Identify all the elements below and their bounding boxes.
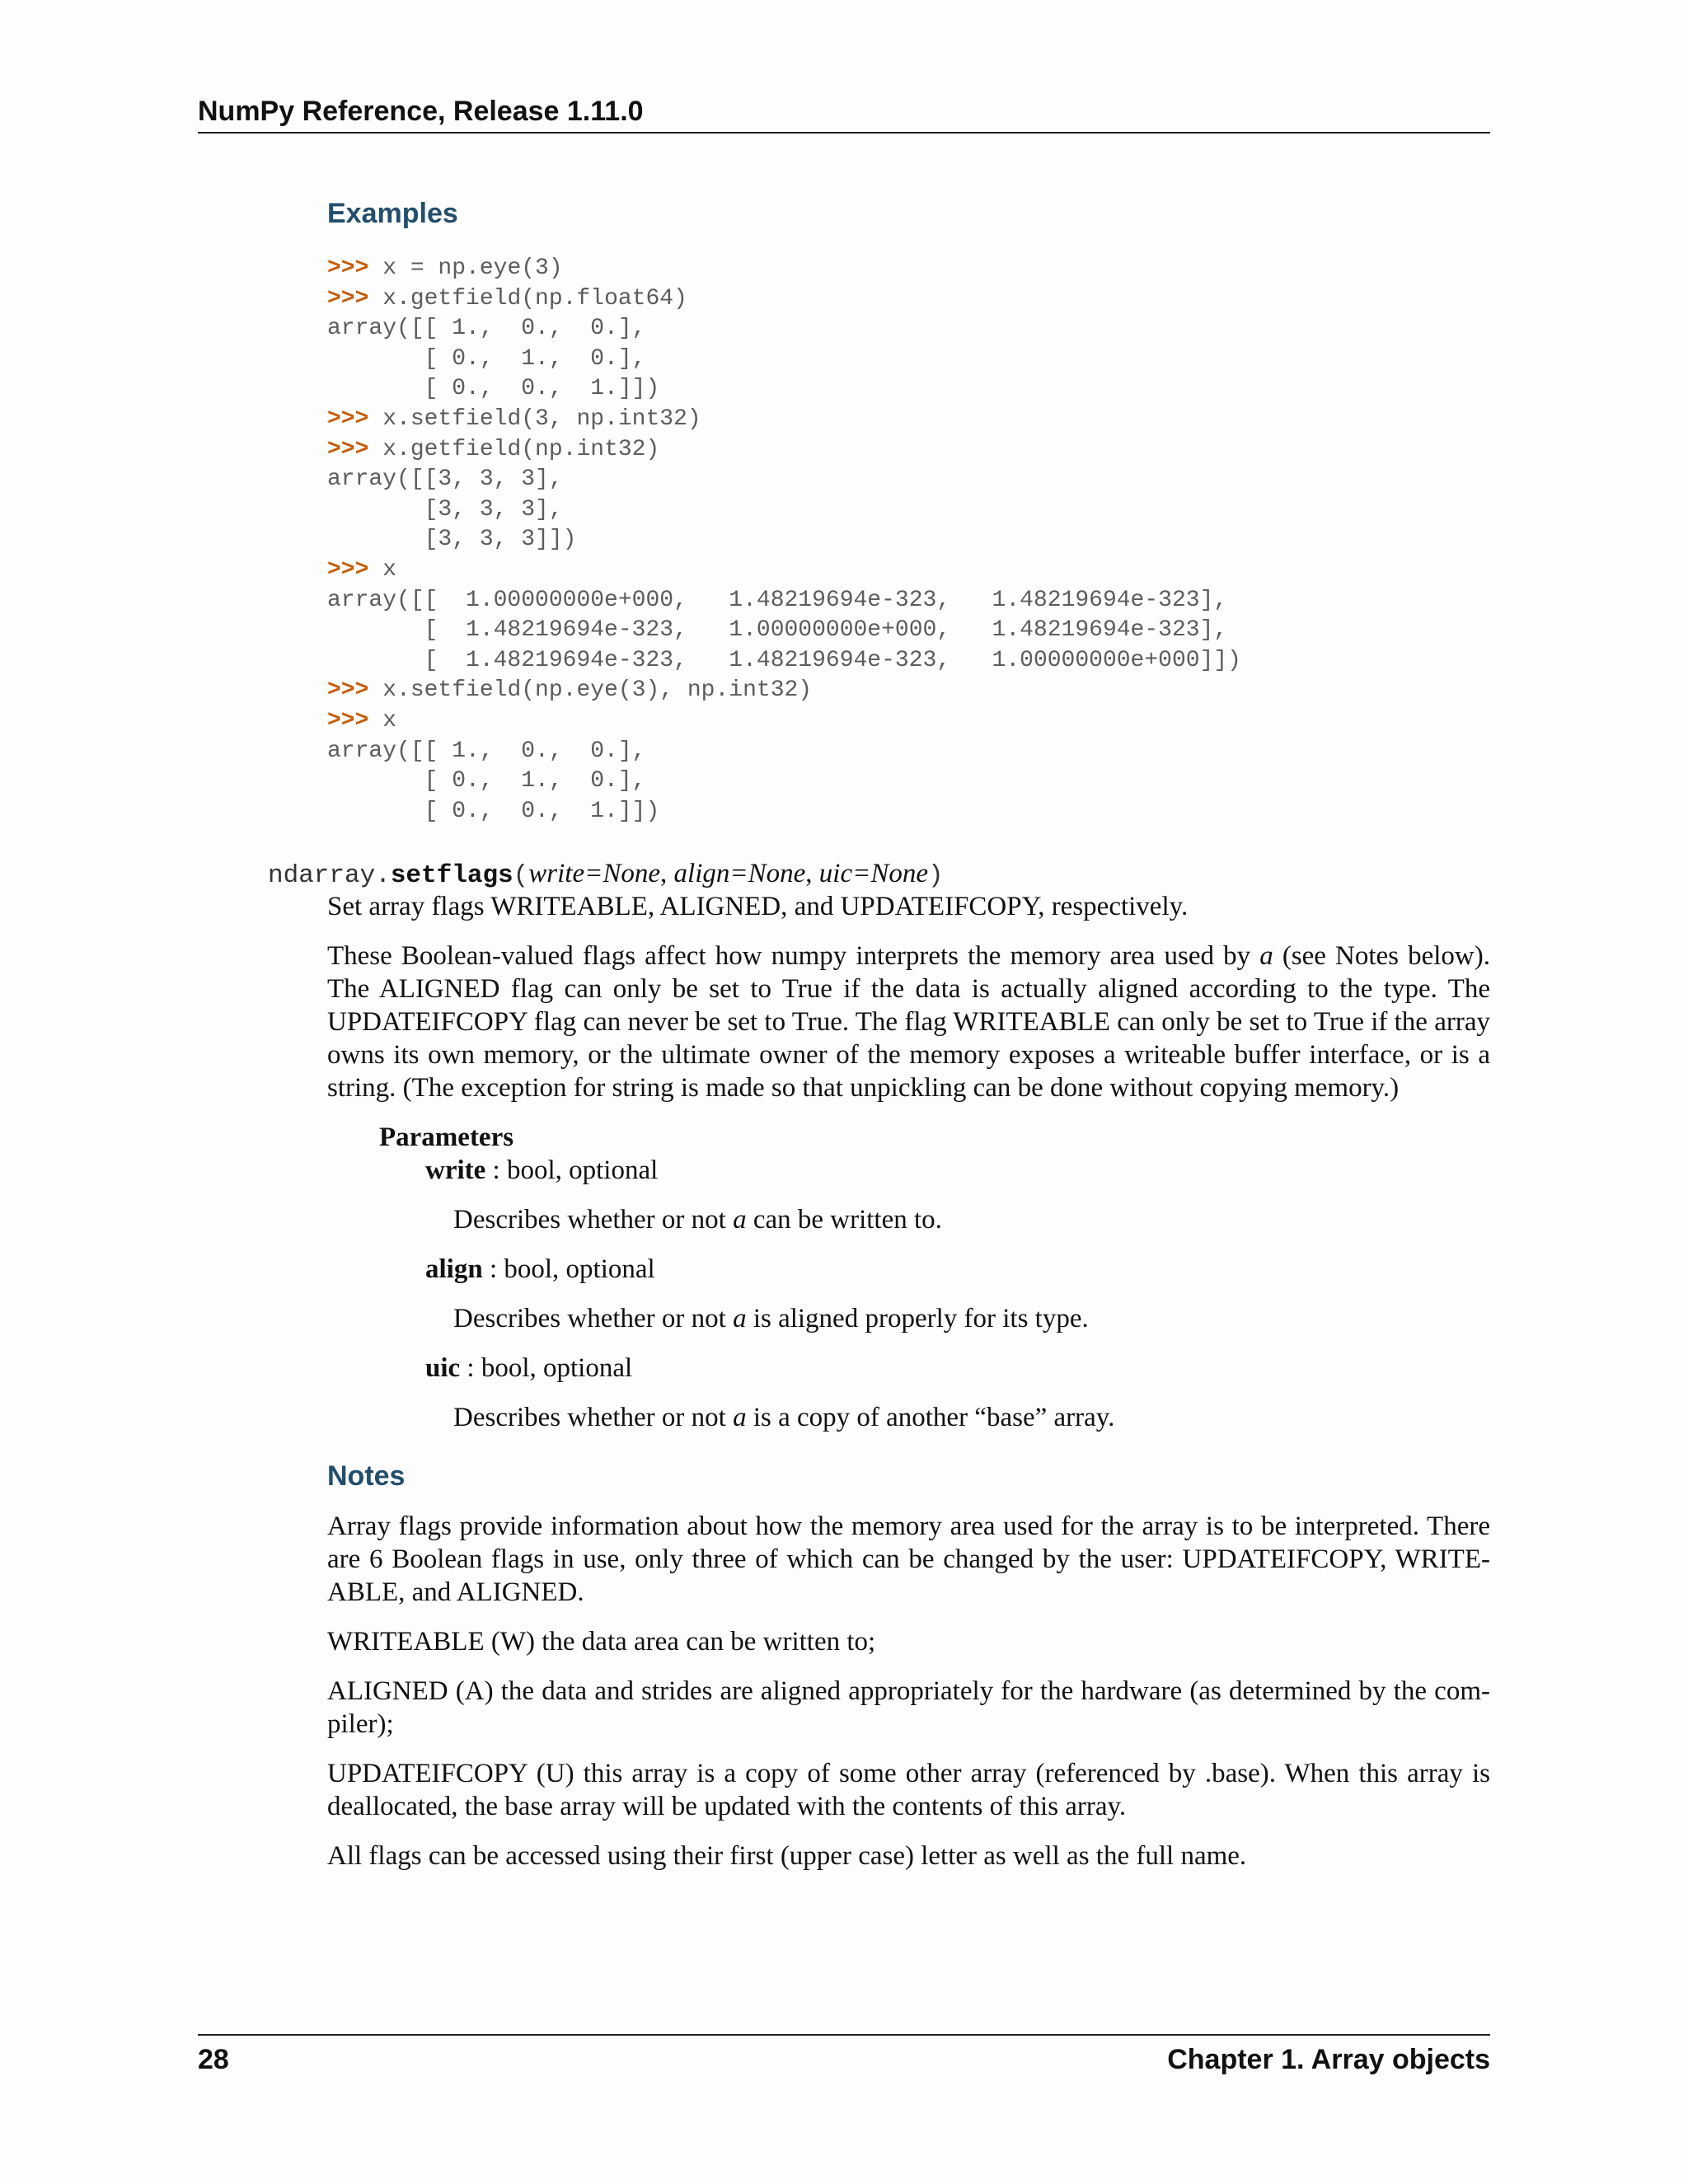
code-line [327, 646, 1241, 677]
signature-prefix: ndarray. [268, 861, 391, 890]
param-name: write [425, 1155, 486, 1185]
param-align [425, 1253, 655, 1286]
description-paragraph [327, 940, 1490, 1104]
code-line [327, 405, 1241, 435]
code-line [327, 435, 1241, 466]
code-text: [ 0., 1., 0.], [327, 768, 646, 794]
description-before: These Boolean-valued flags affect how numpy interprets the memory area used by [327, 941, 1260, 971]
param-type: : bool, optional [485, 1155, 659, 1185]
param-desc-text: Describes whether or not [453, 1403, 734, 1432]
code-line [327, 586, 1241, 616]
param-type: : bool, optional [482, 1254, 655, 1284]
code-text: x = np.eye(3) [382, 255, 563, 281]
code-prompt: >>> [327, 556, 383, 583]
code-text: array([[ 1., 0., 0.], [327, 316, 646, 342]
code-line [327, 495, 1241, 526]
param-write-desc [453, 1203, 942, 1236]
code-text: x [382, 707, 397, 733]
running-footer [198, 2041, 1490, 2079]
code-text: x.getfield(np.float64) [382, 285, 687, 312]
code-text: x.getfield(np.int32) [382, 436, 660, 462]
chapter-title: Chapter 1. Array objects [1167, 2044, 1490, 2075]
code-text: [ 0., 1., 0.], [327, 345, 646, 372]
notes-paragraph: UPDATEIFCOPY (U) this array is a copy of some other array (referenced by .base). When this array is deallocated, the base array will be updated with the contents of this array. [327, 1759, 1490, 1821]
signature-arg-uic: uic=None [818, 859, 929, 888]
notes-paragraph: Array flags provide information about how the memory area used for the array is to be interpreted. There are 6 Boolean flags in use, only three of which can be changed by the user: UPDATEIFCOPY, WRITEABLE, and ALIGNED. [327, 1511, 1490, 1607]
signature-arg-align: align=None [673, 859, 806, 888]
code-text: [ 0., 0., 1.]]) [327, 376, 660, 402]
signature-close: ) [928, 861, 944, 890]
param-align-desc [453, 1302, 1089, 1335]
param-desc-text: can be written to. [746, 1205, 942, 1235]
code-line [327, 616, 1241, 646]
code-text: array([[3, 3, 3], [327, 466, 563, 493]
parameters-heading: Parameters [379, 1122, 514, 1152]
code-line [327, 465, 1241, 495]
code-text: [3, 3, 3], [327, 496, 563, 523]
code-line [327, 525, 1241, 555]
code-text: array([[ 1.00000000e+000, 1.48219694e-323, 1.48219694e-323], [327, 587, 1228, 613]
code-prompt: >>> [327, 707, 383, 733]
notes-paragraph: ALIGNED (A) the data and strides are aligned appropriately for the hardware (as determined by the compiler); [327, 1676, 1490, 1739]
code-text: [ 1.48219694e-323, 1.48219694e-323, 1.00000000e+000]]) [327, 647, 1241, 673]
code-text: [ 1.48219694e-323, 1.00000000e+000, 1.48219694e-323], [327, 617, 1228, 644]
param-uic-desc [453, 1401, 1114, 1434]
code-prompt: >>> [327, 285, 383, 312]
code-text: x [382, 556, 397, 583]
summary-text: Set array flags WRITEABLE, ALIGNED, and UPDATEIFCOPY, respectively. [327, 892, 1189, 921]
param-write [425, 1154, 658, 1187]
param-desc-var: a [733, 1205, 747, 1235]
code-line [327, 555, 1241, 586]
code-line [327, 737, 1241, 767]
param-desc-text: is a copy of another “base” array. [746, 1403, 1115, 1432]
code-text: [3, 3, 3]]) [327, 527, 577, 553]
param-uic [425, 1352, 632, 1385]
signature-arg-write: write=None [528, 859, 661, 888]
code-text: x.setfield(np.eye(3), np.int32) [382, 677, 813, 704]
footer-rule [198, 2034, 1490, 2036]
examples-heading: Examples [327, 198, 458, 229]
code-text: [ 0., 0., 1.]]) [327, 798, 660, 824]
code-prompt: >>> [327, 405, 383, 432]
code-text: array([[ 1., 0., 0.], [327, 738, 646, 764]
running-header [198, 92, 1490, 134]
param-desc-var: a [733, 1403, 747, 1432]
header-title: NumPy Reference, Release 1.11.0 [198, 96, 644, 127]
param-desc-text: Describes whether or not [453, 1304, 734, 1333]
signature-open: ( [513, 861, 529, 890]
code-prompt: >>> [327, 436, 383, 462]
code-prompt: >>> [327, 677, 383, 704]
param-name: align [425, 1254, 483, 1284]
code-line [327, 797, 1241, 827]
signature-name: setflags [390, 861, 513, 890]
code-line [327, 314, 1241, 344]
param-type: : bool, optional [460, 1353, 633, 1383]
code-block [327, 254, 1241, 827]
code-prompt: >>> [327, 255, 383, 281]
code-text: x.setfield(3, np.int32) [382, 405, 701, 432]
description-after: (see Notes below). The ALIGNED flag can only be set to True if the data is actually aligned according to the type. The UPDATEIFCOPY flag can never be set to True. The flag WRITEABLE can only be set to True if the array owns its own memory, or the ultimate owner of the memory exposes a writeable buffer interface, or is a string. (The exception for string is made so that unpickling can be done without copying memory.) [327, 941, 1490, 1103]
code-line [327, 284, 1241, 315]
notes-paragraph: WRITEABLE (W) the data area can be written to; [327, 1627, 876, 1657]
notes-paragraph: All flags can be accessed using their first (upper case) letter as well as the full name. [327, 1841, 1247, 1871]
description-var: a [1259, 941, 1273, 971]
code-line [327, 706, 1241, 737]
code-line [327, 344, 1241, 375]
param-desc-var: a [733, 1304, 747, 1333]
notes-heading: Notes [327, 1460, 406, 1492]
code-line [327, 676, 1241, 706]
page-number: 28 [198, 2044, 229, 2075]
code-line [327, 766, 1241, 797]
param-name: uic [425, 1353, 461, 1383]
param-desc-text: is aligned properly for its type. [746, 1304, 1089, 1333]
code-line [327, 374, 1241, 405]
method-signature: ndarray.setflags(write=None, align=None, uic=None) [268, 859, 944, 890]
code-line [327, 254, 1241, 284]
param-desc-text: Describes whether or not [453, 1205, 734, 1235]
